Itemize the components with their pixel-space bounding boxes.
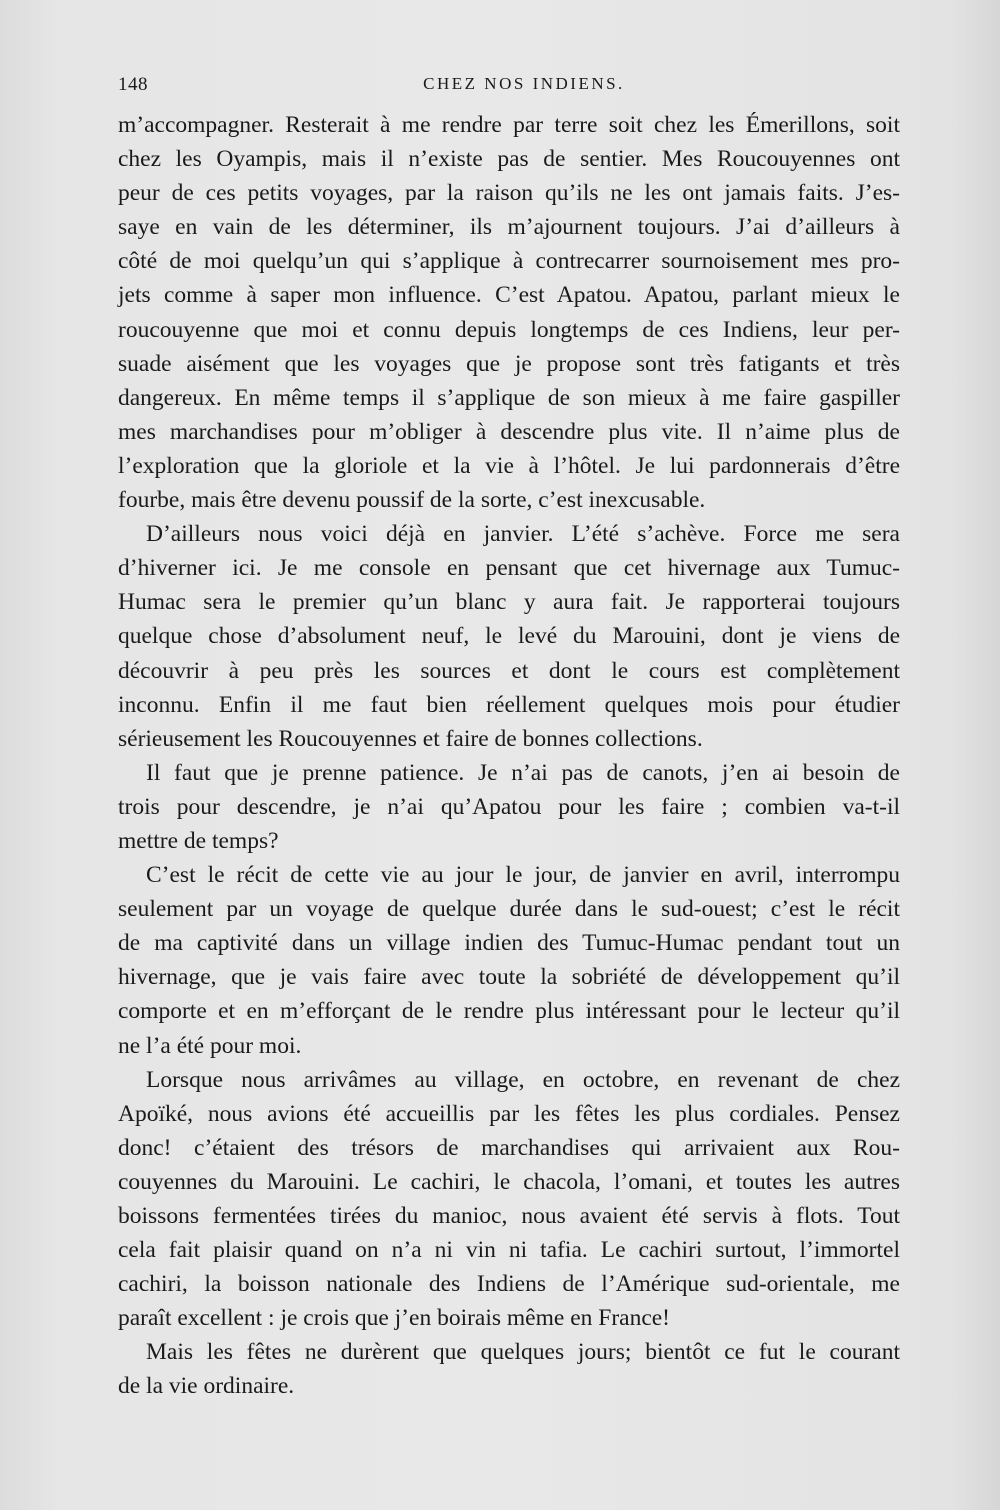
text-line: trois pour descendre, je n’ai qu’Apatou pour les faire ; combien va-t-il bbox=[118, 793, 900, 820]
running-head bbox=[118, 74, 900, 100]
text-line: m’accompagner. Resterait à me rendre par terre soit chez les Émerillons, soit bbox=[118, 112, 900, 138]
paragraph-first-line: D’ailleurs nous voici déjà en janvier. L’été s’achève. Force me sera bbox=[146, 521, 900, 548]
text-line: roucouyenne que moi et connu depuis longtemps de ces Indiens, leur per- bbox=[118, 316, 900, 343]
text-line: cela fait plaisir quand on n’a ni vin ni tafia. Le cachiri surtout, l’immortel bbox=[118, 1237, 900, 1264]
text-line: saye en vain de les déterminer, ils m’ajournent toujours. J’ai d’ailleurs à bbox=[118, 214, 900, 241]
text-line: seulement par un voyage de quelque durée dans le sud-ouest; c’est le récit bbox=[118, 896, 900, 923]
text-line: mes marchandises pour m’obliger à descendre plus vite. Il n’aime plus de bbox=[118, 418, 900, 445]
text-line: inconnu. Enfin il me faut bien réellement quelques mois pour étudier bbox=[118, 691, 900, 718]
text-line: l’exploration que la gloriole et la vie à l’hôtel. Je lui pardonnerais d’être bbox=[118, 452, 900, 479]
text-line: suade aisément que les voyages que je propose sont très fatigants et très bbox=[118, 350, 900, 377]
text-line: côté de moi quelqu’un qui s’applique à contrecarrer sournoisement mes pro- bbox=[118, 248, 900, 275]
text-line: donc! c’étaient des trésors de marchandises qui arrivaient aux Rou- bbox=[118, 1134, 900, 1161]
text-line: couyennes du Marouini. Le cachiri, le chacola, l’omani, et toutes les autres bbox=[118, 1168, 900, 1195]
text-line: cachiri, la boisson nationale des Indiens de l’Amérique sud-orientale, me bbox=[118, 1271, 900, 1298]
text-line: Apoïké, nous avions été accueillis par les fêtes les plus cordiales. Pensez bbox=[118, 1100, 900, 1127]
text-line: chez les Oyampis, mais il n’existe pas de sentier. Mes Roucouyennes ont bbox=[118, 146, 900, 173]
page-number: 148 bbox=[118, 74, 148, 95]
text-line: mettre de temps? bbox=[118, 827, 279, 854]
text-line: sérieusement les Roucouyennes et faire de bonnes collections. bbox=[118, 725, 703, 752]
text-line: de la vie ordinaire. bbox=[118, 1373, 295, 1400]
text-line: comporte et en m’efforçant de le rendre plus intéressant pour le lecteur qu’il bbox=[118, 998, 900, 1025]
paragraph-first-line: C’est le récit de cette vie au jour le jour, de janvier en avril, interrompu bbox=[146, 862, 900, 889]
text-line: paraît excellent : je crois que j’en boirais même en France! bbox=[118, 1305, 671, 1332]
text-line: d’hiverner ici. Je me console en pensant que cet hivernage aux Tumuc- bbox=[118, 555, 900, 582]
text-line: fourbe, mais être devenu poussif de la sorte, c’est inexcusable. bbox=[118, 487, 706, 514]
text-line: quelque chose d’absolument neuf, le levé du Marouini, dont je viens de bbox=[118, 623, 900, 650]
text-line: boissons fermentées tirées du manioc, nous avaient été servis à flots. Tout bbox=[118, 1203, 900, 1229]
paragraph-first-line: Mais les fêtes ne durèrent que quelques jours; bientôt ce fut le courant bbox=[146, 1339, 900, 1366]
paragraph-first-line: Lorsque nous arrivâmes au village, en octobre, en revenant de chez bbox=[146, 1066, 900, 1093]
text-line: dangereux. En même temps il s’applique de son mieux à me faire gaspiller bbox=[118, 384, 900, 411]
running-title: CHEZ NOS INDIENS. bbox=[423, 74, 625, 93]
text-line: découvrir à peu près les sources et dont le cours est complètement bbox=[118, 657, 900, 684]
text-line: peur de ces petits voyages, par la raison qu’ils ne les ont jamais faits. J’es- bbox=[118, 180, 900, 207]
text-line: Humac sera le premier qu’un blanc y aura fait. Je rapporterai toujours bbox=[118, 589, 900, 616]
text-line: de ma captivité dans un village indien des Tumuc-Humac pendant tout un bbox=[118, 930, 900, 957]
text-line: hivernage, que je vais faire avec toute la sobriété de développement qu’il bbox=[118, 964, 900, 991]
paragraph-first-line: Il faut que je prenne patience. Je n’ai pas de canots, j’en ai besoin de bbox=[146, 759, 900, 786]
text-line: jets comme à saper mon influence. C’est Apatou. Apatou, parlant mieux le bbox=[118, 282, 900, 309]
text-line: ne l’a été pour moi. bbox=[118, 1032, 302, 1059]
body-text bbox=[118, 108, 900, 1404]
